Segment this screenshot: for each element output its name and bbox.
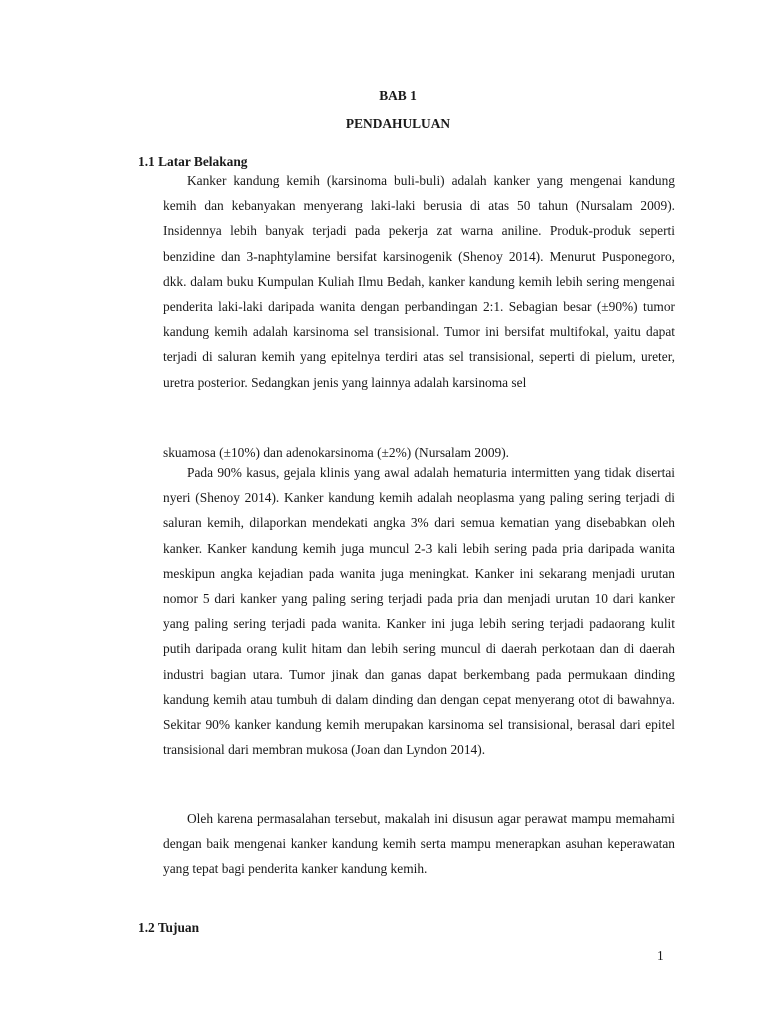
paragraph-1-tail: skuamosa (±10%) dan adenokarsinoma (±2%) (Nursalam 2009). [163,445,510,460]
paragraph-2: Pada 90% kasus, gejala klinis yang awal adalah hematuria intermitten yang tidak disertai nyeri (Shenoy 2014). Kanker kandung kemih adalah neoplasma yang paling sering terjadi di saluran kemih, dilaporkan mendekati angka 3% dari semua kematian yang disebabkan oleh kanker. Kanker kandung kemih juga muncul 2-3 kali lebih sering pada pria daripada wanita meskipun angka kejadian pada wanita juga meningkat. Kanker ini sekarang menjadi urutan nomor 5 dari kanker yang paling sering terjadi pada pria dan menjadi urutan 10 dari kanker yang paling sering terjadi pada wanita. Kanker ini juga lebih sering terjadi padaorang kulit putih daripada orang kulit hitam dan lebih sering muncul di daerah perkotaan dan di daerah industri bagian utara. Tumor jinak dan ganas dapat berkembang pada permukaan dinding kandung kemih atau tumbuh di dalam dinding dan dengan cepat menyerang otot di bawahnya. Sekitar 90% kanker kandung kemih merupakan karsinoma sel transisional, berasal dari epitel transisional dari membran mukosa (Joan dan Lyndon 2014). [163,465,675,758]
paragraph-3: Oleh karena permasalahan tersebut, makalah ini disusun agar perawat mampu memahami dengan baik mengenai kanker kandung kemih serta mampu menerapkan asuhan keperawatan yang tepat bagi penderita kanker kandung kemih. [163,811,675,877]
chapter-title: PENDAHULUAN [345,116,451,131]
section-heading-latar-belakang: 1.1 Latar Belakang [138,154,248,169]
page-number: 1 [657,948,664,963]
chapter-number: BAB 1 [379,88,417,103]
section-heading-tujuan: 1.2 Tujuan [138,920,200,935]
paragraph-1: Kanker kandung kemih (karsinoma buli-buli) adalah kanker yang mengenai kandung kemih dan kebanyakan menyerang laki-laki berusia di atas 50 tahun (Nursalam 2009). Insidennya lebih banyak terjadi pada pekerja zat warna aniline. Produk-produk seperti benzidine dan 3-naphtylamine bersifat karsinogenik (Shenoy 2014). Menurut Pusponegoro, dkk. dalam buku Kumpulan Kuliah Ilmu Bedah, kanker kandung kemih lebih sering mengenai penderita laki-laki daripada wanita dengan perbandingan 2:1. Sebagian besar (±90%) tumor kandung kemih adalah karsinoma sel transisional. Tumor ini bersifat multifokal, yaitu dapat terjadi di saluran kemih yang epitelnya terdiri atas sel transisional, seperti di pielum, ureter, uretra posterior. Sedangkan jenis yang lainnya adalah karsinoma sel [163,173,675,390]
